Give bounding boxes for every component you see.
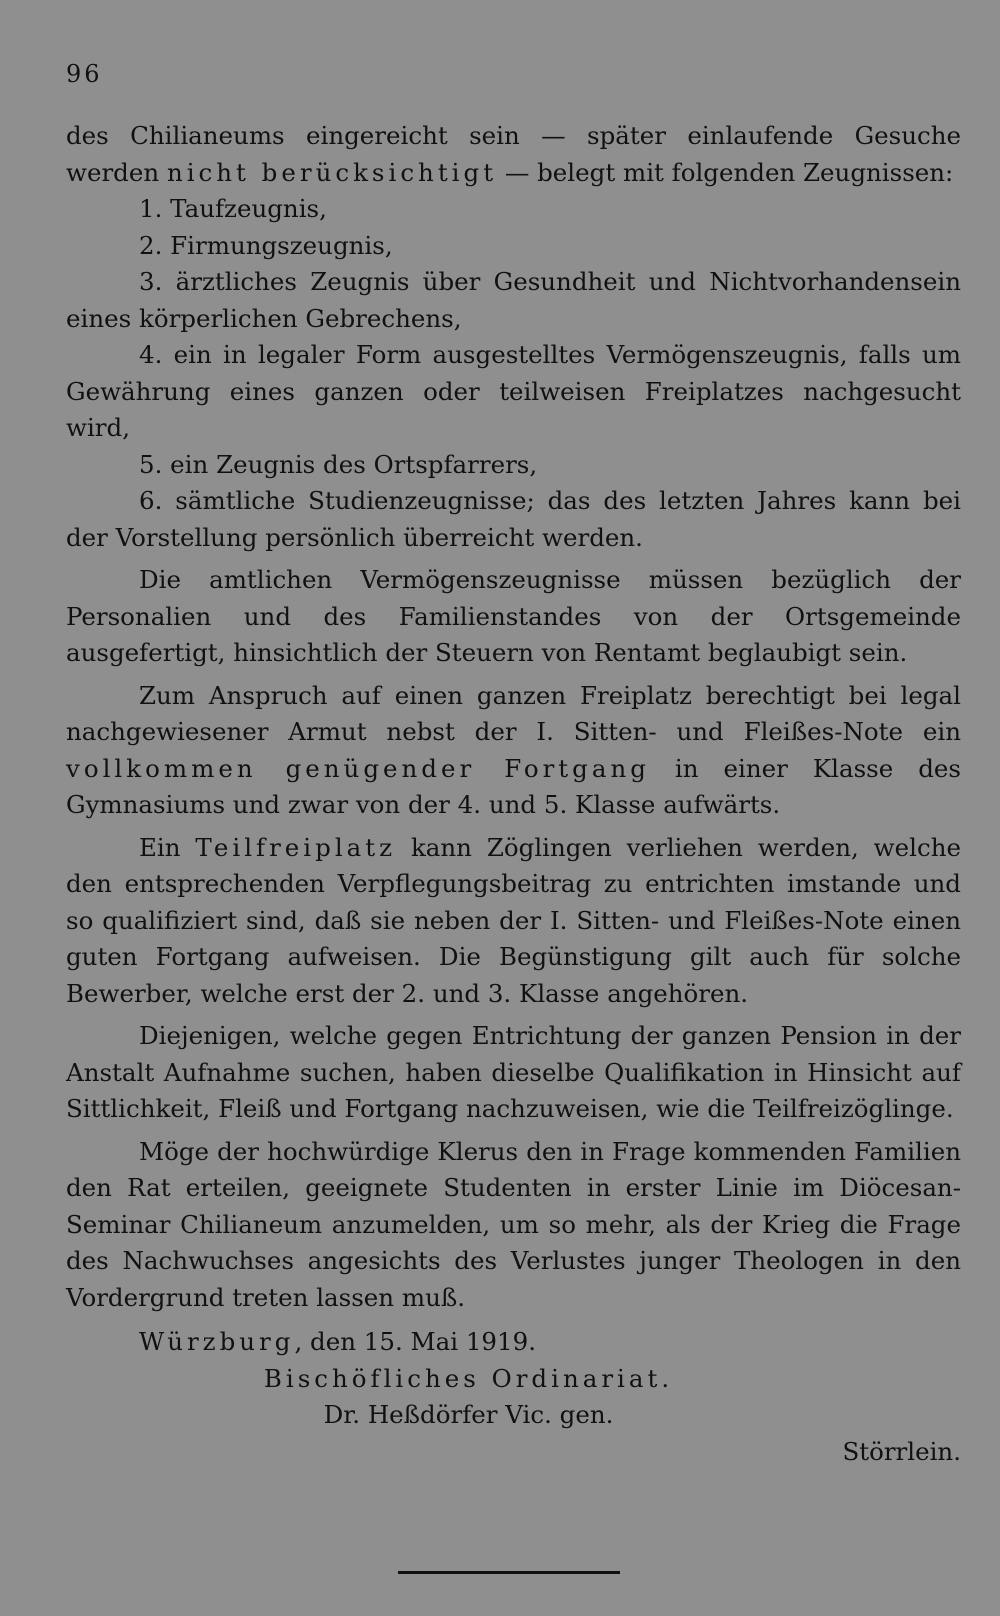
signature-office: Bischöfliches Ordinariat. [263, 1363, 674, 1393]
signature-date-line [66, 1324, 961, 1361]
list-item: 4. ein in legaler Form ausgestelltes Vermögenszeugnis, falls um Gewährung eines ganzen oder teilweisen Freiplatzes nachgesucht wird, [66, 340, 961, 442]
intro-text-4: — belegt mit folgenden Zeugnissen: [497, 157, 954, 187]
teil-emphasis: Teilfreiplatz [195, 832, 397, 862]
teil-text-3: kann Zöglingen verliehen werden, welche den entsprechenden Verpflegungsbeitrag zu entrichten imstande und so qualifiziert sind, daß sie neben der I. Sitten- und Fleißes-Note einen guten Fortgang aufweisen. Die Begünstigung gilt auch für solche Bewerber, welche erst der 2. und 3. Klasse angehören. [66, 832, 961, 1008]
paragraph-pension: Diejenigen, welche gegen Entrichtung der ganzen Pension in der Anstalt Aufnahme suchen, haben dieselbe Qualifikation in Hinsicht auf Sittlichkeit, Fleiß und Fortgang nachzuweisen, wie die Teilfreizöglinge. [66, 1021, 961, 1123]
list-item: 1. Taufzeugnis, [139, 194, 327, 223]
paragraph-klerus: Möge der hochwürdige Klerus den in Frage kommenden Familien den Rat erteilen, geeignete Studenten in erster Linie im Diöcesan-Seminar Chilianeum anzumelden, um so mehr, als der Krieg die Frage des Nachwuchses angesichts des Verlustes junger Theologen in den Vordergrund treten lassen muß. [66, 1136, 961, 1312]
document-body [66, 118, 961, 1470]
intro-text-2: später einlaufende Gesuche werden [66, 121, 961, 187]
signature-place: Würzburg [139, 1327, 295, 1356]
closing-rule [398, 1571, 620, 1574]
freiplatz-text-1: Zum Anspruch auf einen ganzen Freiplatz berechtigt bei legal nachgewiesener Armut nebst der I. Sitten- und Fleißes-Note ein [66, 680, 961, 746]
paragraph-vermoegen: Die amtlichen Vermögenszeugnisse müssen bezüglich der Personalien und des Familienstandes von der Ortsgemeinde ausgefertigt, hinsichtlich der Steuern von Rentamt beglaubigt sein. [66, 565, 961, 667]
signature-date: , den 15. Mai 1919. [294, 1327, 536, 1356]
intro-emphasis: nicht berücksichtigt [166, 157, 498, 187]
list-item: 2. Firmungszeugnis, [139, 230, 393, 260]
list-item: 3. ärztliches Zeugnis über Gesundheit und Nichtvorhandensein eines körperlichen Gebrechens, [66, 267, 961, 333]
intro-paragraph [66, 118, 961, 191]
signature-clerk: Störrlein. [842, 1436, 961, 1466]
list-item: 6. sämtliche Studienzeugnisse; das des letzten Jahres kann bei der Vorstellung persönlich überreicht werden. [66, 486, 961, 552]
paragraph-teilfreiplatz [66, 830, 961, 1013]
intro-text-1: des Chilianeums eingereicht sein — [66, 121, 588, 150]
freiplatz-text-3: in einer Klasse des Gymnasiums und zwar von der 4. und 5. Klasse aufwärts. [66, 753, 961, 819]
certificate-list [66, 191, 961, 556]
signature-name: Dr. Heßdörfer Vic. gen. [323, 1400, 614, 1429]
paragraph-freiplatz [66, 678, 961, 824]
teil-text-1: Ein [139, 832, 196, 862]
page-number: 96 [66, 60, 103, 88]
list-item: 5. ein Zeugnis des Ortspfarrers, [139, 449, 538, 479]
freiplatz-emphasis: vollkommen genügender Fortgang [66, 753, 650, 783]
